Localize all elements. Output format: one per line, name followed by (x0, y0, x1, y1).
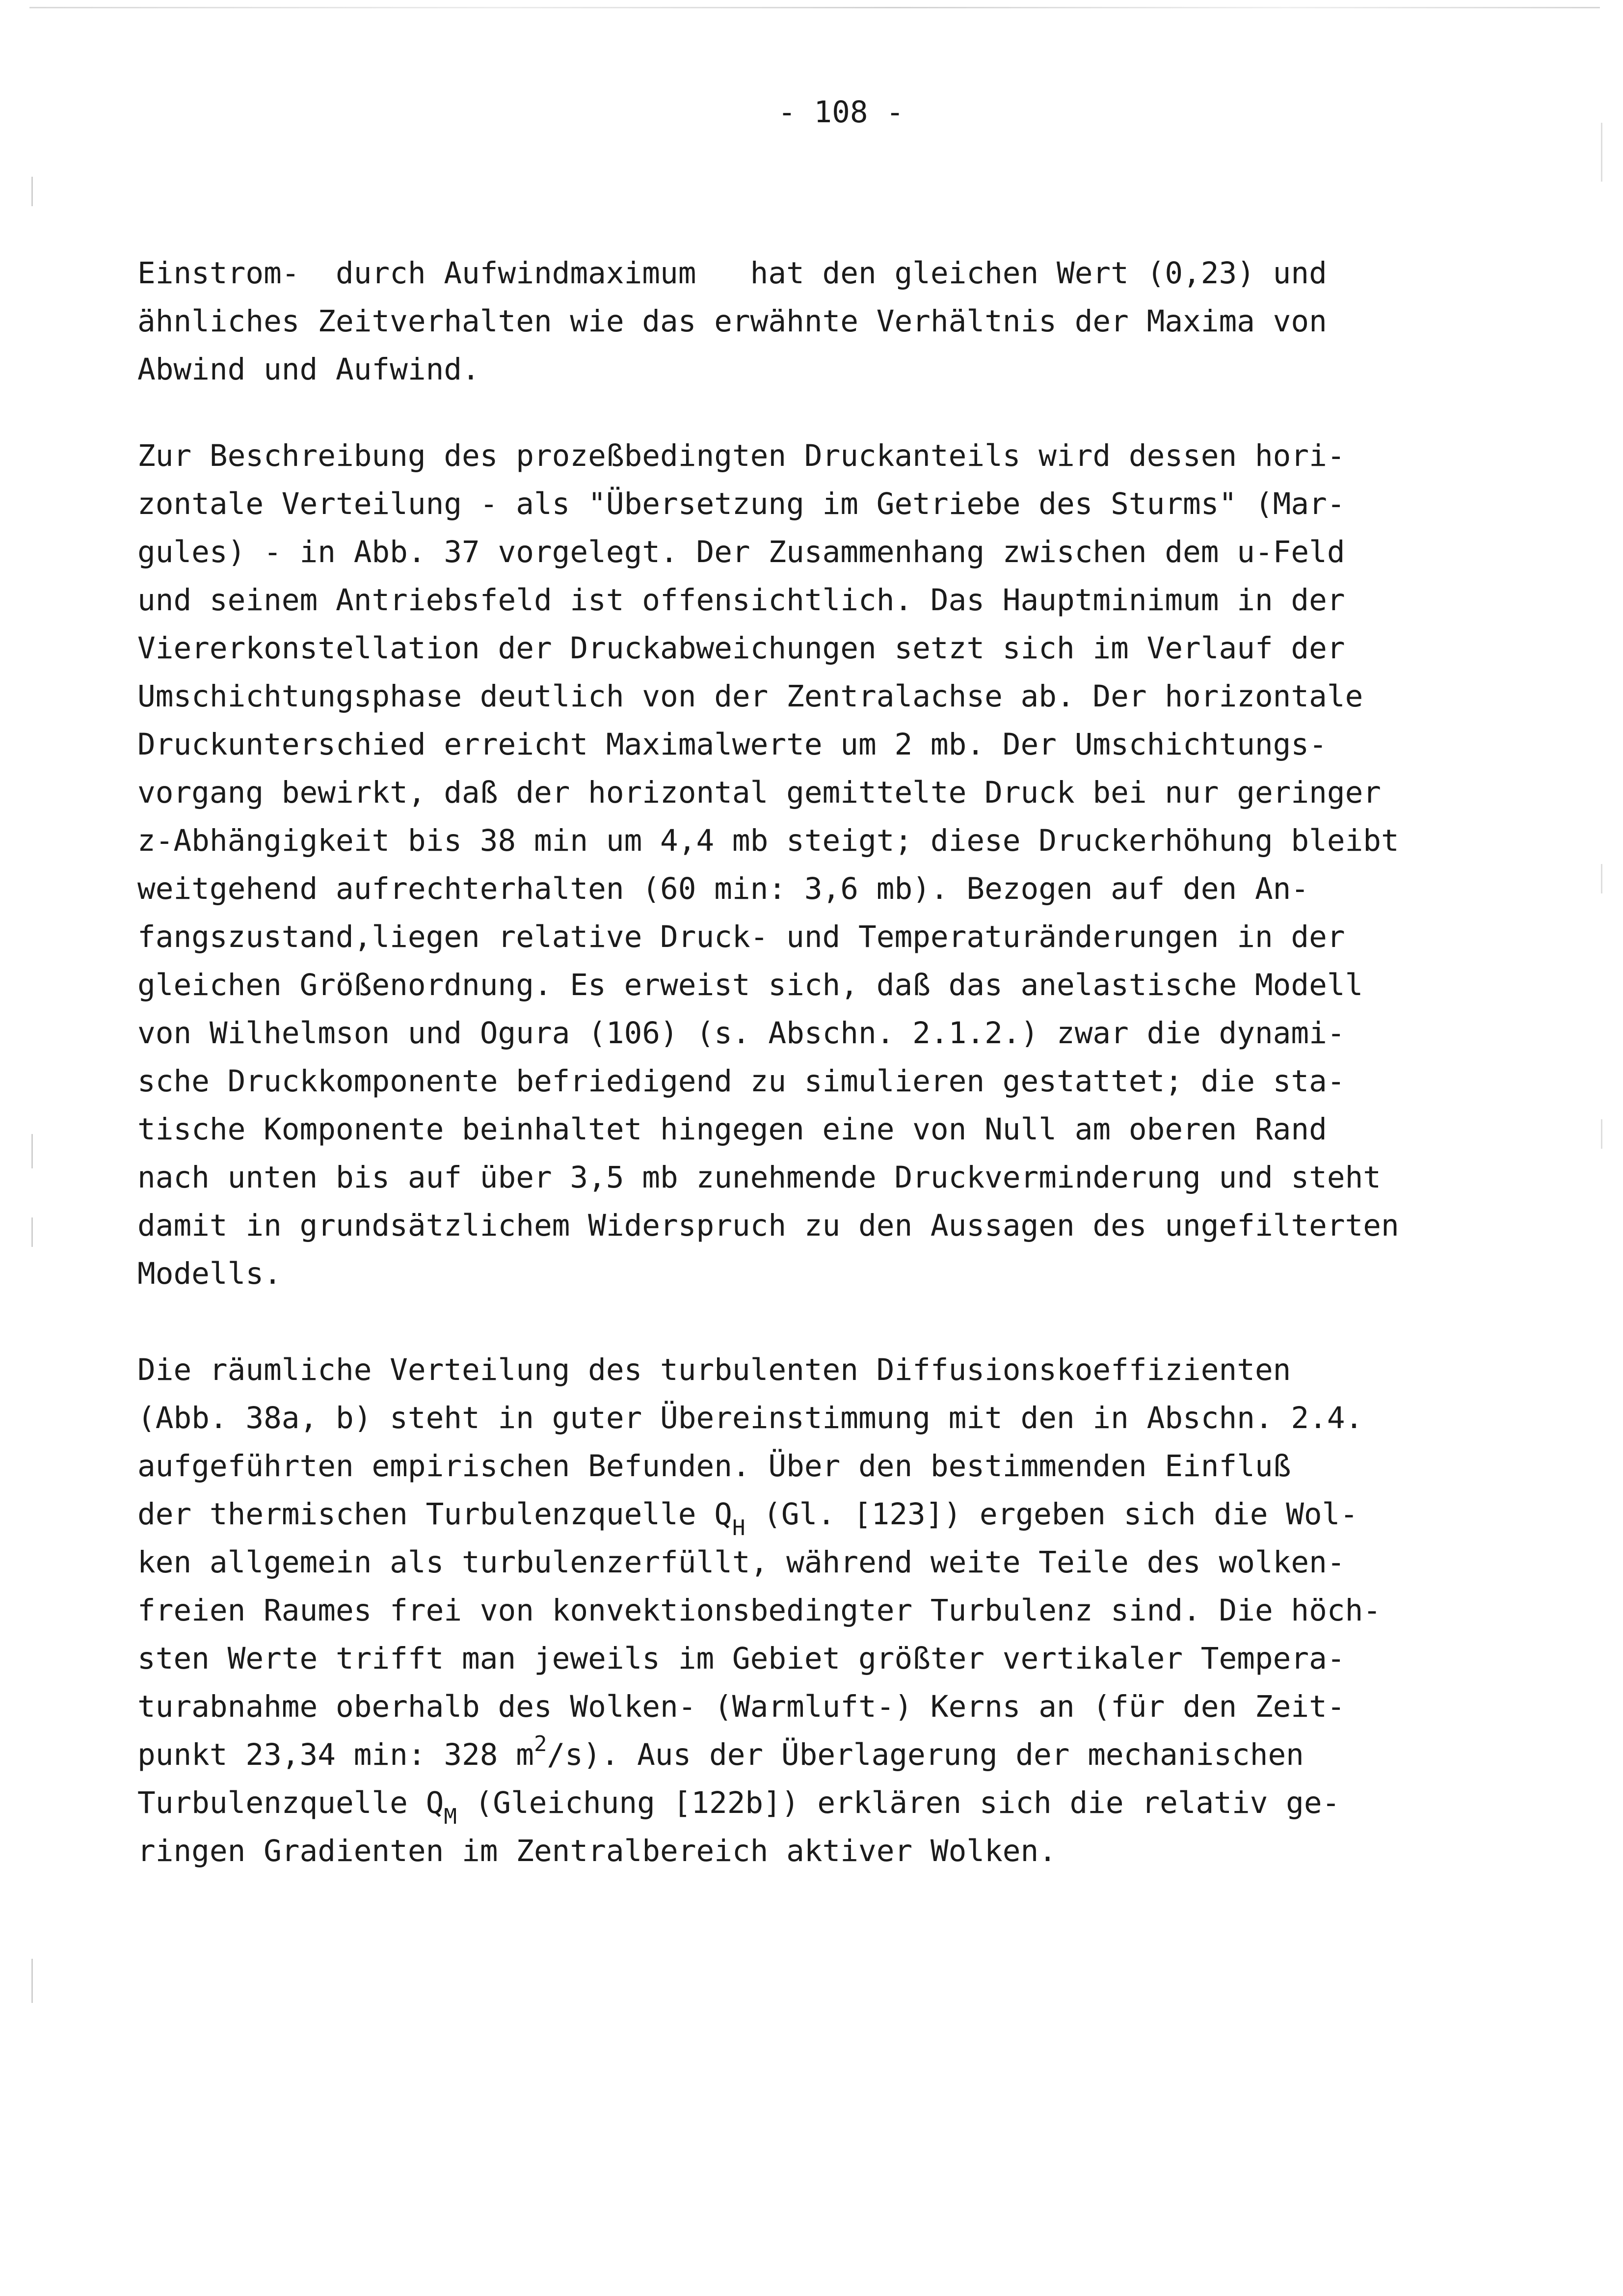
text-line: ähnliches Zeitverhalten wie das erwähnte Verhältnis der Maxima von (137, 304, 1327, 339)
text-line: fangszustand,liegen relative Druck- und Temperaturänderungen in der (137, 919, 1345, 954)
text-line: gleichen Größenordnung. Es erweist sich, daß das anelastische Modell (137, 968, 1363, 1002)
scan-left-mark (31, 177, 33, 206)
text-segment: (Gleichung [122b]) erklären sich die relativ ge- (456, 1785, 1340, 1820)
text-line: freien Raumes frei von konvektionsbedingter Turbulenz sind. Die höch- (137, 1593, 1382, 1628)
text-line: ringen Gradienten im Zentralbereich aktiver Wolken. (137, 1834, 1057, 1868)
text-line: aufgeführten empirischen Befunden. Über den bestimmenden Einfluß (137, 1449, 1291, 1484)
text-line: tische Komponente beinhaltet hingegen eine von Null am oberen Rand (137, 1112, 1327, 1147)
text-line: sten Werte trifft man jeweils im Gebiet größter vertikaler Tempera- (137, 1641, 1345, 1676)
text-line: sche Druckkomponente befriedigend zu simulieren gestattet; die sta- (137, 1064, 1345, 1099)
text-line-qm (137, 1779, 1340, 1830)
text-line: Abwind und Aufwind. (137, 352, 480, 387)
scan-left-mark (31, 1959, 33, 2003)
scan-right-mark (1601, 1119, 1602, 1149)
page-number: - 108 - (777, 95, 905, 130)
text-line: Zur Beschreibung des prozeßbedingten Druckanteils wird dessen hori- (137, 438, 1345, 473)
scan-left-mark (31, 1134, 33, 1168)
text-segment: /s). Aus der Überlagerung der mechanischen (547, 1737, 1304, 1772)
scan-left-mark (31, 1217, 33, 1247)
text-line: ken allgemein als turbulenzerfüllt, während weite Teile des wolken- (137, 1545, 1345, 1580)
text-line: turabnahme oberhalb des Wolken- (Warmluft-) Kerns an (für den Zeit- (137, 1689, 1345, 1724)
scan-right-mark (1601, 864, 1602, 893)
text-line: nach unten bis auf über 3,5 mb zunehmende Druckverminderung und steht (137, 1160, 1382, 1195)
text-line: von Wilhelmson und Ogura (106) (s. Abschn. 2.1.2.) zwar die dynami- (137, 1016, 1345, 1051)
text-line: zontale Verteilung - als "Übersetzung im Getriebe des Sturms" (Mar- (137, 486, 1345, 521)
text-line: vorgang bewirkt, daß der horizontal gemittelte Druck bei nur geringer (137, 775, 1382, 810)
scan-top-edge (29, 7, 1600, 8)
text-line: weitgehend aufrechterhalten (60 min: 3,6 mb). Bezogen auf den An- (137, 871, 1309, 906)
text-line: Die räumliche Verteilung des turbulenten Diffusionskoeffizienten (137, 1352, 1291, 1387)
text-line: und seinem Antriebsfeld ist offensichtlich. Das Hauptminimum in der (137, 583, 1345, 618)
subscript-m: M (444, 1804, 457, 1829)
superscript-2: 2 (533, 1731, 547, 1756)
text-line: damit in grundsätzlichem Widerspruch zu den Aussagen des ungefilterten (137, 1208, 1399, 1243)
text-line: Viererkonstellation der Druckabweichungen setzt sich im Verlauf der (137, 631, 1345, 666)
text-line: Einstrom- durch Aufwindmaximum hat den gleichen Wert (0,23) und (137, 256, 1327, 291)
text-line: gules) - in Abb. 37 vorgelegt. Der Zusammenhang zwischen dem u-Feld (137, 535, 1345, 569)
text-line-m2 (137, 1731, 1304, 1782)
text-segment: punkt 23,34 min: 328 m (137, 1737, 534, 1772)
text-segment: Turbulenzquelle Q (137, 1785, 444, 1820)
text-line: z-Abhängigkeit bis 38 min um 4,4 mb steigt; diese Druckerhöhung bleibt (137, 823, 1399, 858)
text-segment: (Gl. [123]) ergeben sich die Wol- (745, 1497, 1358, 1532)
text-segment: der thermischen Turbulenzquelle Q (137, 1497, 732, 1532)
text-line: Umschichtungsphase deutlich von der Zentralachse ab. Der horizontale (137, 679, 1363, 714)
subscript-h: H (732, 1515, 745, 1540)
text-line: (Abb. 38a, b) steht in guter Übereinstimmung mit den in Abschn. 2.4. (137, 1401, 1363, 1435)
text-line: Modells. (137, 1256, 282, 1291)
text-line: Druckunterschied erreicht Maximalwerte um 2 mb. Der Umschichtungs- (137, 727, 1327, 762)
text-line-qh (137, 1490, 1358, 1541)
